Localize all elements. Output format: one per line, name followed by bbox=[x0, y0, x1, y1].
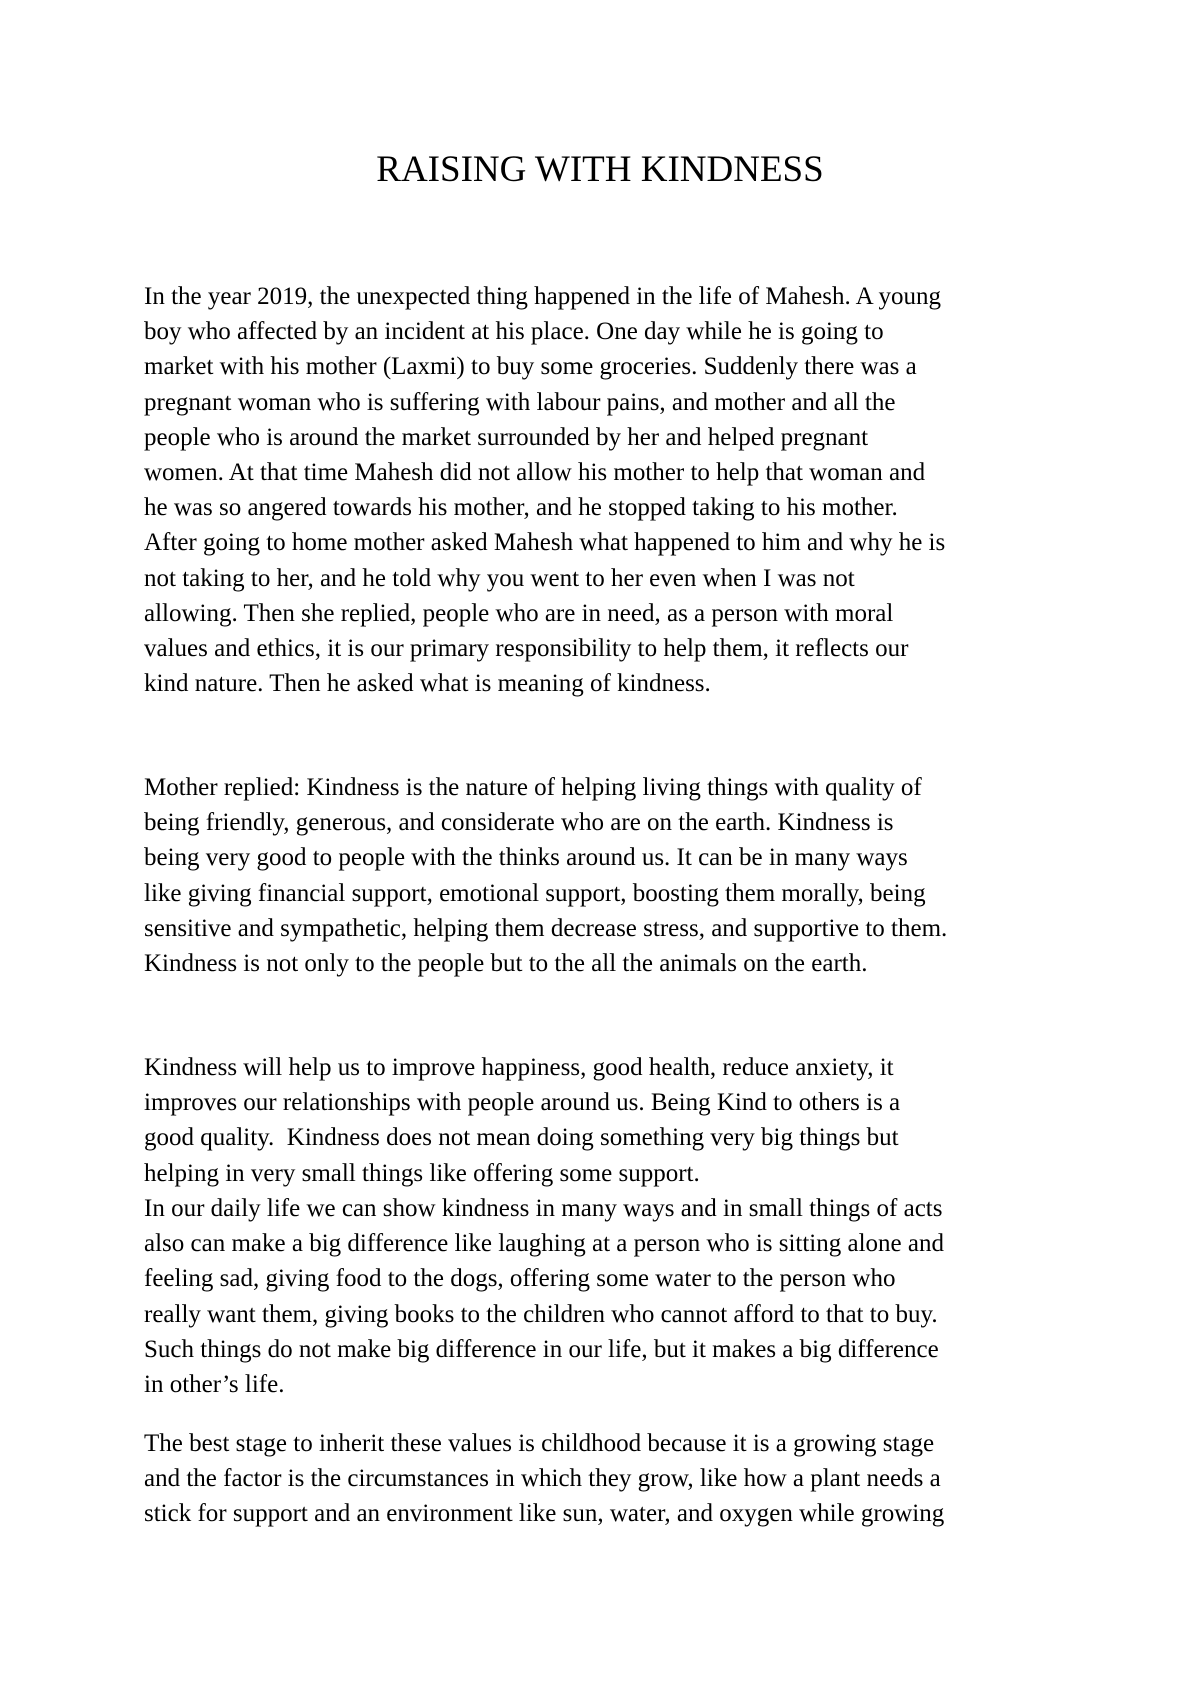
paragraph-line: like giving financial support, emotional support, boosting them morally, being bbox=[144, 879, 926, 907]
paragraph-line: The best stage to inherit these values is childhood because it is a growing stage bbox=[144, 1430, 935, 1457]
document-title: RAISING WITH KINDNESS bbox=[376, 149, 824, 190]
paragraph-2 bbox=[144, 770, 1084, 981]
paragraph-line: Kindness is not only to the people but to the all the animals on the earth. bbox=[144, 950, 868, 978]
paragraph-line: In our daily life we can show kindness in many ways and in small things of acts bbox=[144, 1195, 943, 1222]
paragraph-line: really want them, giving books to the children who cannot afford to that to buy. bbox=[144, 1300, 938, 1328]
paragraph-line: feeling sad, giving food to the dogs, offering some water to the person who bbox=[144, 1265, 896, 1293]
paragraph-1 bbox=[144, 279, 1084, 701]
paragraph-line: women. At that time Mahesh did not allow his mother to help that woman and bbox=[144, 459, 926, 487]
paragraph-line: values and ethics, it is our primary responsibility to help them, it reflects our bbox=[144, 635, 909, 663]
paragraph-line: not taking to her, and he told why you went to her even when I was not bbox=[144, 564, 855, 592]
paragraph-line: being very good to people with the thinks around us. It can be in many ways bbox=[144, 844, 908, 872]
paragraph-line: boy who affected by an incident at his place. One day while he is going to bbox=[144, 318, 884, 346]
paragraph-line: improves our relationships with people around us. Being Kind to others is a bbox=[144, 1089, 901, 1117]
paragraph-line: stick for support and an environment like sun, water, and oxygen while growing bbox=[144, 1500, 945, 1528]
paragraph-line: In the year 2019, the unexpected thing happened in the life of Mahesh. A young bbox=[144, 283, 942, 310]
paragraph-line: kind nature. Then he asked what is meaning of kindness. bbox=[144, 670, 711, 698]
paragraph-line: sensitive and sympathetic, helping them decrease stress, and supportive to them. bbox=[144, 914, 948, 942]
paragraph-line: helping in very small things like offering some support. bbox=[144, 1159, 700, 1187]
paragraph-5 bbox=[144, 1426, 1084, 1532]
paragraph-line: good quality. Kindness does not mean doing something very big things but bbox=[144, 1124, 899, 1152]
paragraph-line: Mother replied: Kindness is the nature of helping living things with quality of bbox=[144, 774, 922, 801]
paragraph-line: pregnant woman who is suffering with labour pains, and mother and all the bbox=[144, 388, 896, 416]
paragraph-line: people who is around the market surrounded by her and helped pregnant bbox=[144, 423, 869, 451]
paragraph-line: in other’s life. bbox=[144, 1371, 285, 1399]
paragraph-line: After going to home mother asked Mahesh what happened to him and why he is bbox=[144, 529, 946, 557]
paragraph-4 bbox=[144, 1191, 1084, 1402]
paragraph-line: Such things do not make big difference in our life, but it makes a big difference bbox=[144, 1335, 939, 1363]
paragraph-line: also can make a big difference like laughing at a person who is sitting alone and bbox=[144, 1230, 944, 1258]
paragraph-line: allowing. Then she replied, people who are in need, as a person with moral bbox=[144, 599, 894, 627]
paragraph-line: market with his mother (Laxmi) to buy some groceries. Suddenly there was a bbox=[144, 353, 917, 381]
paragraph-line: and the factor is the circumstances in which they grow, like how a plant needs a bbox=[144, 1465, 941, 1493]
paragraph-line: Kindness will help us to improve happiness, good health, reduce anxiety, it bbox=[144, 1054, 894, 1081]
paragraph-3 bbox=[144, 1050, 1084, 1191]
paragraph-line: being friendly, generous, and considerate who are on the earth. Kindness is bbox=[144, 809, 894, 837]
paragraph-line: he was so angered towards his mother, and he stopped taking to his mother. bbox=[144, 494, 898, 522]
